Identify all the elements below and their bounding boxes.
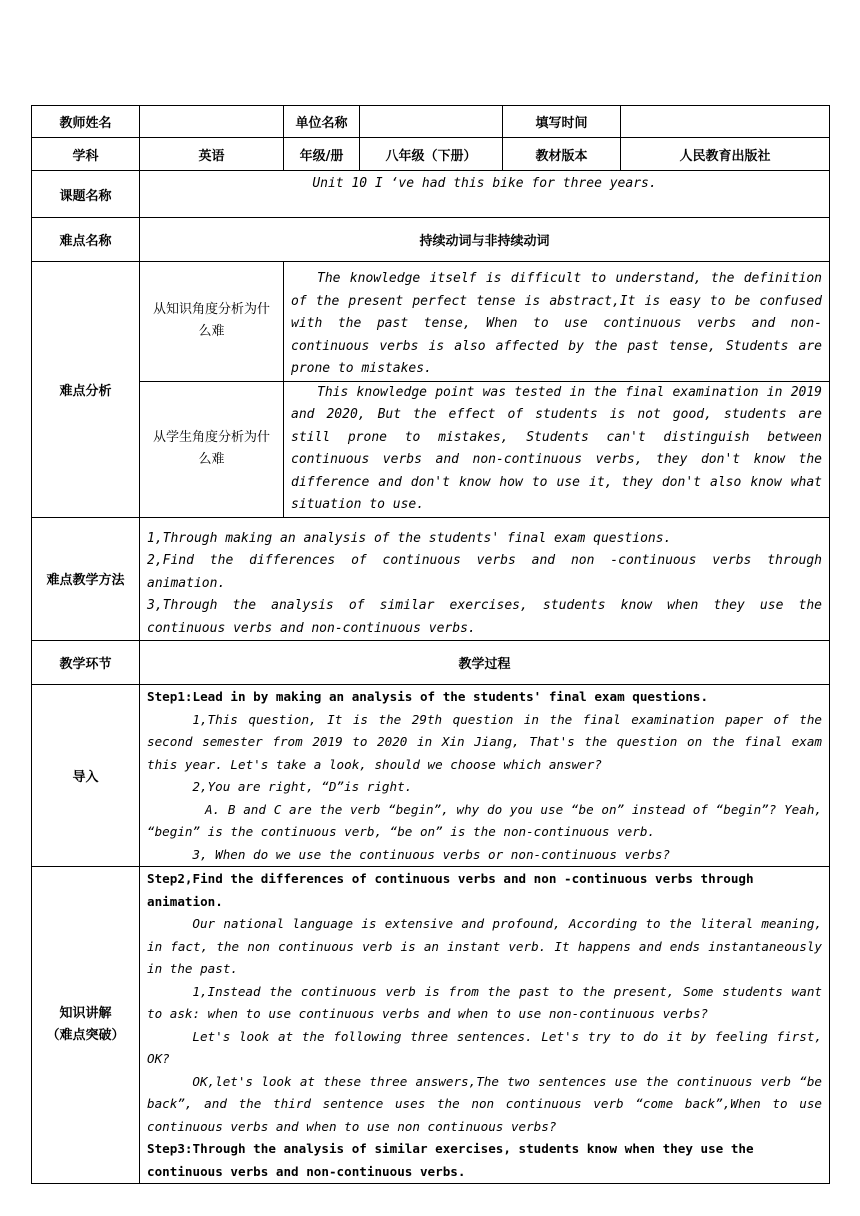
knowledge-label-line2: （难点突破） [46,1028,125,1043]
knowledge-step2: Step2,Find the differences of continuous verbs and non -continuous verbs through animation. [147,871,754,909]
lesson-plan-table [31,105,830,1184]
methods-label: 难点教学方法 [32,517,140,641]
methods-row [32,517,830,641]
analysis-label: 难点分析 [32,262,140,518]
analysis-row-student [32,381,830,517]
intro-label: 导入 [32,685,140,867]
lesson-row [32,171,830,218]
stage-label: 教学环节 [32,641,140,685]
knowledge-paragraph-4: OK,let's look at these three answers,The two sentences use the continuous verb “be back”, and the third sentence uses the non continuous verb “come back”,When to use continuous verbs and when to use non continuous verbs? [147,1073,822,1134]
knowledge-angle-text: The knowledge itself is difficult to understand, the definition of the present perfect tense is abstract,It is easy to be confused with the past tense, When to use continuous verbs and non-continuous verbs is also affected by the past tense, Students are prone to mistakes. [291,271,822,376]
subject-value: 英语 [140,138,284,171]
intro-paragraph-2: 2,You are right, “D”is right. [192,779,413,794]
grade-value: 八年级（下册） [360,138,503,171]
knowledge-label-line1: 知识讲解 [59,1006,112,1021]
teacher-name-value [140,106,284,138]
knowledge-row [32,867,830,1184]
difficulty-row [32,218,830,262]
intro-paragraph-3: A. B and C are the verb “begin”, why do you use “be on” instead of “begin”? Yeah, “begin” is the continuous verb, “be on” is the non-continuous verb. [147,801,822,839]
grade-label: 年级/册 [284,138,360,171]
edition-value: 人民教育出版社 [621,138,830,171]
student-angle-label: 从学生角度分析为什么难 [140,381,284,517]
student-angle-text: This knowledge point was tested in the final examination in 2019 and 2020, But the effect of students is not good, students are still prone to mistakes, Students can't distinguish between continuous verbs and non-continuous verbs, they don't know the difference and don't know how to use it, they don't also know what situation to use. [291,384,822,512]
intro-paragraph-1: 1,This question, It is the 29th question in the final examination paper of the second semester from 2019 to 2020 in Xin Jiang, That's the question on the final exam this year. Let's take a look, should we choose which answer? [147,711,822,772]
intro-row [32,685,830,867]
knowledge-paragraph-3: Let's look at the following three sentences. Let's try to do it by feeling first, OK? [147,1028,822,1066]
intro-paragraph-4: 3, When do we use the continuous verbs or non-continuous verbs? [192,846,671,862]
subject-label: 学科 [32,138,140,171]
fill-time-value [621,106,830,138]
method-item-1: 1,Through making an analysis of the students' final exam questions. [147,530,672,546]
intro-step1: Step1:Lead in by making an analysis of the students' final exam questions. [147,689,709,704]
unit-value [360,106,503,138]
lesson-label: 课题名称 [32,171,140,218]
teacher-name-label: 教师姓名 [32,106,140,138]
unit-label: 单位名称 [284,106,360,138]
difficulty-value: 持续动词与非持续动词 [140,218,830,262]
process-header-row [32,641,830,685]
methods-list [140,517,830,641]
method-item-3: 3,Through the analysis of similar exercises, students know when they use the continuous verbs and non-continuous verbs. [147,598,822,636]
lesson-value: Unit 10 I ‘ve had this bike for three years. [140,171,830,218]
method-item-2: 2,Find the differences of continuous verbs and non -continuous verbs through animation. [147,553,822,591]
process-label: 教学过程 [140,641,830,685]
analysis-row-knowledge [32,262,830,382]
knowledge-angle-label: 从知识角度分析为什么难 [140,262,284,382]
knowledge-paragraph-1: Our national language is extensive and profound, According to the literal meaning, in fact, the non continuous verb is an instant verb. It happens and ends instantaneously in the past. [147,916,822,976]
fill-time-label: 填写时间 [503,106,621,138]
difficulty-label: 难点名称 [32,218,140,262]
header-row-1 [32,106,830,138]
knowledge-step3: Step3:Through the analysis of similar exercises, students know when they use the continuous verbs and non-continuous verbs. [147,1141,754,1179]
knowledge-paragraph-2: 1,Instead the continuous verb is from the past to the present, Some students want to ask: when to use continuous verbs and when to use non-continuous verbs? [147,983,822,1021]
edition-label: 教材版本 [503,138,621,171]
header-row-2 [32,138,830,171]
